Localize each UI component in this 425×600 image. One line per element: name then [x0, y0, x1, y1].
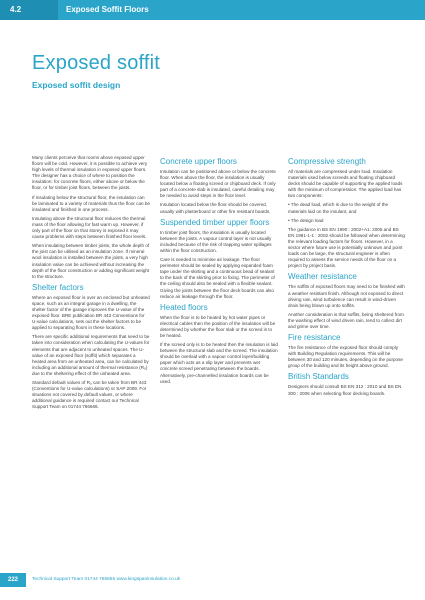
paragraph: If the screed only is to be heated then the insulation is laid between the structural slab and the screed. The insulation should be overlaid with a vapour control layer/building paper which acts as a slip layer and prevents wet concrete screed penetrating between the boards. Alternatively, pre-channelled insulation boards can be used.: [160, 342, 278, 384]
bullet-item: • The dead load, which is due to the weight of the materials laid on the insulant, and: [288, 202, 389, 214]
heading-concrete-upper-floors: Concrete upper floors: [160, 157, 237, 166]
paragraph: In timber joist floors, the insulation is usually located between the joists. A vapour control layer is not usually included because of the risk of trapping water spillages within the floor construction.: [160, 229, 272, 253]
paragraph: Care is needed to minimise air leakage. The floor perimeter should be sealed by applying expanded foam tape under the skirting and a continuous bead of sealant to the back of the skirting prior to fixing. The perimeter of the ceiling should also be sealed with a flexible sealant. Giving the joints between the floor deck boards can also reduce air leakage through the floor.: [160, 257, 275, 299]
section-number: 4.2: [0, 0, 58, 20]
section-title: Exposed Soffit Floors: [66, 5, 149, 14]
page-number: 222: [0, 573, 26, 587]
bullet-item: • The design load: [288, 217, 324, 223]
paragraph: Insulation can be positioned above or below the concrete floor. When above the floor, the insulation is usually located below a floating screed or chipboard deck. If only part of a concrete slab is insulated, careful detailing may be needed to avoid steps in the floor level.: [160, 169, 276, 199]
paragraph: Designers should consult BS EN 312 : 2010 and BS EN 300 : 2006 when selecting floor decking boards.: [288, 384, 402, 396]
paragraph: Many clients perceive that rooms above exposed upper floors will be cold. However, it is possible to achieve very high levels of thermal insulation in exposed upper floors. The designer has a choice of where to position the insulation: for concrete floors, either above or below the floor, or for timber joist floors, between the joists.: [32, 155, 148, 191]
heading-heated-floors: Heated floors: [160, 302, 208, 312]
paragraph: Insulation located below the floor should be covered, usually with plasterboard or other fire resistant boards.: [160, 202, 271, 214]
heading-suspended-timber-floors: Suspended timber upper floors: [160, 217, 270, 227]
paragraph: All materials are compressed under load. Insulation materials used below screeds and floating chipboard decks should be capable of supporting the applied loads with the minimum of compression. The applied load has two components:: [288, 169, 403, 199]
page-subtitle: Exposed soffit design: [32, 80, 121, 90]
paragraph: Standard default values of Rᵤ can be taken from BR 443 (Conventions for U-value calculations) or SAP 2009. For situations not covered by default values, or where additional guidance is required contact our Technical Support Team on 01744 766666.: [32, 380, 147, 410]
column-1: [32, 155, 150, 413]
paragraph: There are specific additional requirements that need to be taken into consideration when calculating the U-values for elements that are adjacent to unheated spaces. The U-value of an exposed floor (soffit) which separates a heated area from an unheated area, can be calculated by including an additional amount of thermal resistance (Rᵤ) due to the sheltering effect of the unheated area.: [32, 334, 150, 376]
footer-contact: Technical Support Team 01744 766666 www.kingspaninsulation.co.uk: [32, 577, 181, 582]
column-3: [288, 155, 406, 400]
heading-compressive-strength: Compressive strength: [288, 157, 366, 166]
heading-weather-resistance: Weather resistance: [288, 272, 357, 282]
heading-shelter-factors: Shelter factors: [32, 282, 84, 292]
column-2: [160, 155, 278, 388]
header-bar: [0, 0, 425, 20]
paragraph: Where an exposed floor is over an enclosed but unheated space, such as an integral garage in a dwelling, the shelter factor of the garage improves the U-value of the exposed floor. BRE publication BR 443 Conventions for U-value calculations, sets out the shelter factors to be applied to separating floors in these locations.: [32, 294, 150, 331]
paragraph: The soffits of exposed floors may need to be finished with a weather resistant finish. Although not exposed to direct driving rain, wind turbulence can result in wind-driven drain being blown up onto soffits.: [288, 284, 405, 308]
heading-fire-resistance: Fire resistance: [288, 333, 341, 343]
paragraph: If insulating below the structural floor, the insulation can be laminated to a variety of materials thus the floor can be insulated and finished in one process.: [32, 194, 150, 212]
paragraph: The fire resistance of the exposed floor should comply with Building Regulation requirements. This will be between 30 and 120 minutes, depending on the purpose group of the building and its height above ground.: [288, 345, 403, 369]
heading-british-standards: British Standards: [288, 372, 349, 382]
paragraph: Insulating above the structural floor reduces the thermal mass of the floor allowing for fast warm up. However, if only part of the floor on that storey is exposed it may cause problems with steps between finished floor levels.: [32, 215, 147, 240]
paragraph: The guidance in BS EN 1990 : 2002+A1: 2005 and BS EN 1991-1-1 : 2002 should be followed when determining the relevant loading factors for floors. However, in a sector where future use is potentially unknown and point loads can be large, the structural engineer is often required to assess the service needs of the floor on a project by project basis.: [288, 226, 405, 269]
paragraph: Another consideration is that soffits, being sheltered from the washing effect of wind driven rain, tend to collect dirt and grime over time.: [288, 311, 404, 329]
paragraph: When the floor is to be heated by hot water pipes or electrical cables then the position of the insulation will be determined by whether the floor slab or the screed is to be heated.: [160, 314, 276, 338]
page-title: Exposed soffit: [32, 52, 161, 74]
paragraph: When insulating between timber joists, the whole depth of the joist can be utilised as an insulation zone. If mineral wool insulation is installed between the joists, a very high insulation value can be achieved without increasing the depth of the floor construction or adding significant weight to the structure.: [32, 243, 150, 279]
